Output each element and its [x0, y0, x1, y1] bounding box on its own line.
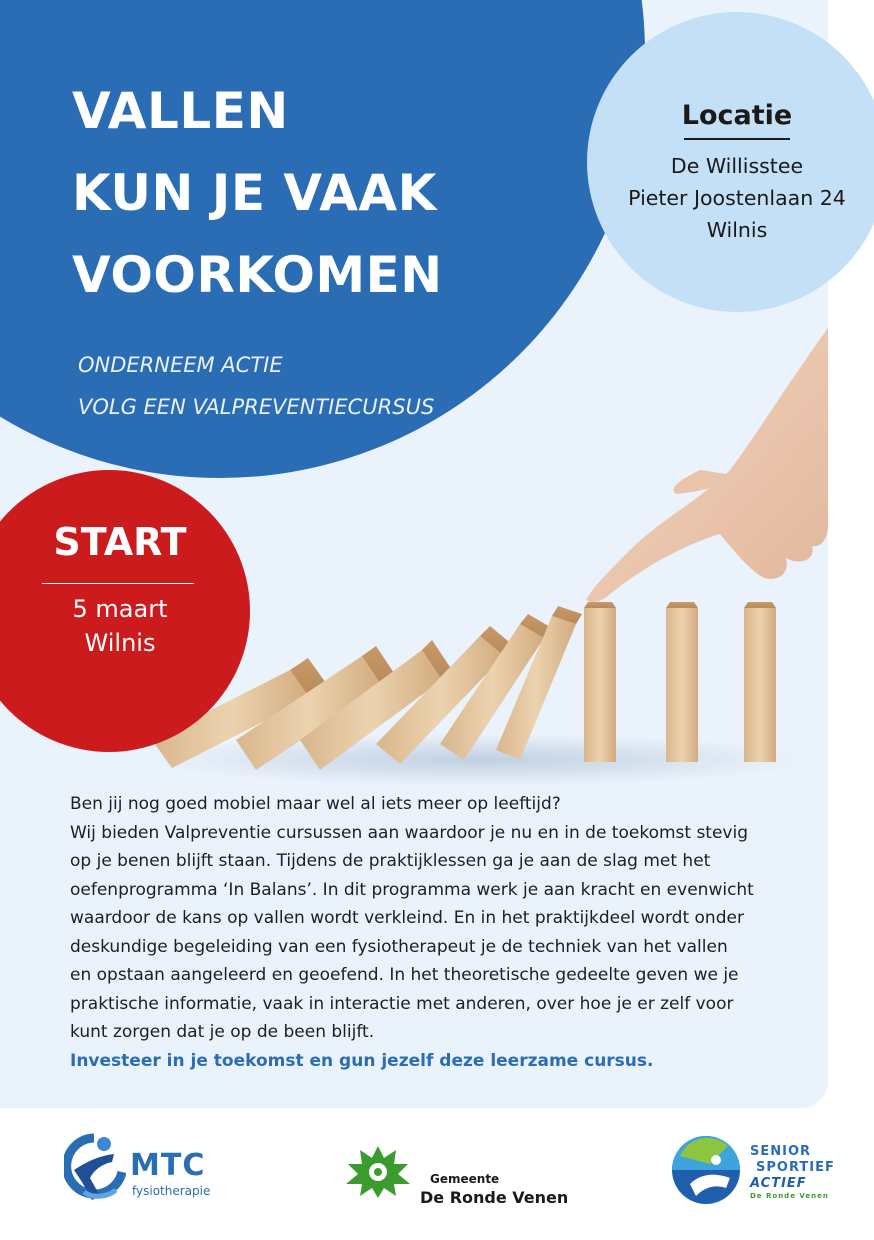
- domino-9: [744, 602, 776, 762]
- call-to-action: Investeer in je toekomst en gun jezelf deze leerzame cursus.: [70, 1050, 654, 1071]
- gemeente-logo: [338, 1140, 578, 1214]
- gemeente-logo-icon: [338, 1140, 418, 1198]
- headline-line: VOORKOMEN: [72, 246, 443, 304]
- subtitle-line: VOLG EEN VALPREVENTIECURSUS: [78, 395, 435, 419]
- start-divider: [42, 583, 194, 584]
- senior-sportief-actief-logo: [670, 1134, 850, 1214]
- mtc-logo-icon: [64, 1132, 126, 1208]
- mtc-logo: [64, 1132, 224, 1212]
- senior-logo-line2: SPORTIEF: [756, 1160, 835, 1175]
- start-date: 5 maart: [72, 595, 168, 623]
- body-text: [70, 790, 800, 1075]
- headline-line: KUN JE VAAK: [72, 164, 437, 222]
- senior-logo-line1: SENIOR: [750, 1144, 812, 1159]
- location-details: [612, 150, 862, 246]
- start-title: START: [53, 520, 187, 564]
- location-title-underline: [684, 138, 790, 140]
- location-title: Locatie: [681, 100, 793, 131]
- location-venue: De Willisstee: [670, 154, 804, 178]
- senior-sportief-actief-logo-icon: [670, 1134, 742, 1206]
- subtitle-line: ONDERNEEM ACTIE: [78, 353, 283, 377]
- start-details: [30, 592, 210, 660]
- body-line: waardoor de kans op vallen wordt verkleind. En in het praktijkdeel wordt onder: [70, 908, 744, 928]
- subtitle: [78, 344, 434, 428]
- body-line: en opstaan aangeleerd en geoefend. In het theoretische gedeelte geven we je: [70, 965, 739, 985]
- gemeente-logo-line1: Gemeente: [430, 1172, 500, 1186]
- start-place: Wilnis: [84, 629, 156, 657]
- body-line: Ben jij nog goed mobiel maar wel al iets meer op leeftijd?: [70, 794, 561, 814]
- body-line: oefenprogramma ‘In Balans’. In dit programma werk je aan kracht en evenwicht: [70, 879, 754, 900]
- senior-logo-line4: De Ronde Venen: [750, 1192, 829, 1200]
- mtc-logo-name: MTC: [130, 1148, 206, 1183]
- location-address: Pieter Joostenlaan 24: [628, 186, 846, 210]
- gemeente-logo-line2: De Ronde Venen: [420, 1188, 569, 1207]
- mtc-logo-sub: fysiotherapie: [132, 1184, 211, 1198]
- headline-line: VALLEN: [72, 82, 289, 140]
- body-line: praktische informatie, vaak in interactie met anderen, over hoe je er zelf voor: [70, 993, 734, 1014]
- body-line: kunt zorgen dat je op de been blijft.: [70, 1022, 375, 1042]
- body-line: Wij bieden Valpreventie cursussen aan waardoor je nu en in de toekomst stevig: [70, 822, 749, 843]
- senior-logo-line3: ACTIEF: [750, 1176, 807, 1191]
- body-line: op je benen blijft staan. Tijdens de praktijklessen ga je aan de slag met het: [70, 851, 711, 871]
- body-line: deskundige begeleiding van een fysiotherapeut je de techniek van het vallen: [70, 936, 728, 957]
- location-town: Wilnis: [706, 218, 768, 242]
- domino-7: [584, 602, 616, 762]
- hand: [586, 328, 828, 602]
- headline: [72, 70, 443, 316]
- domino-8: [666, 602, 698, 762]
